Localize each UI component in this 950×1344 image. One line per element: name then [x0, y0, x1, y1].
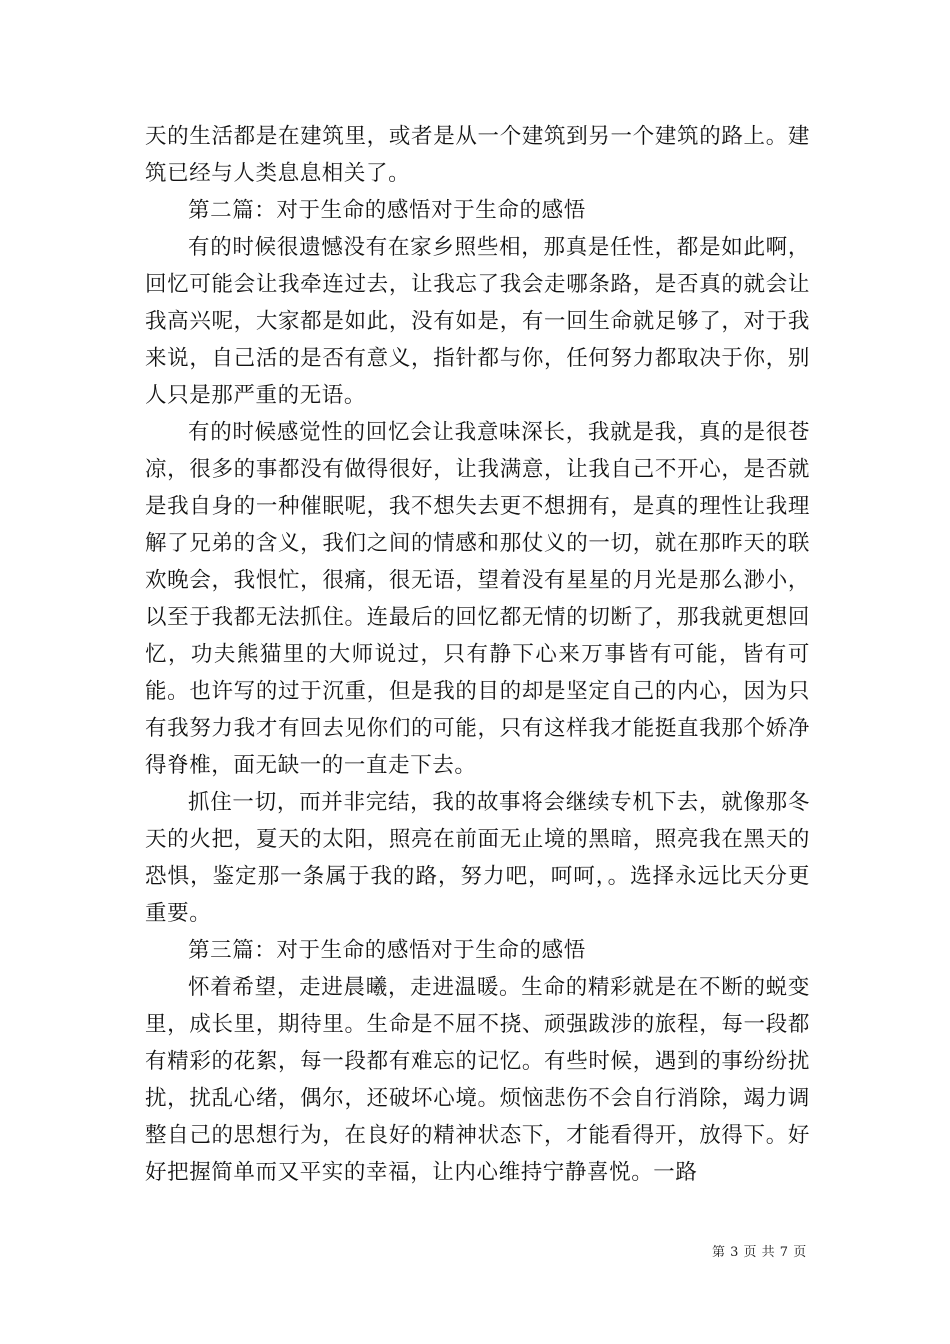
- document-body: [145, 118, 810, 1191]
- paragraph: 怀着希望，走进晨曦，走进温暖。生命的精彩就是在不断的蜕变里，成长里，期待里。生命是不屈不挠、顽强跋涉的旅程，每一段都有精彩的花絮，每一段都有难忘的记忆。有些时候，遇到的事纷纷扰扰，扰乱心绪，偶尔，还破坏心境。烦恼悲伤不会自行消除，竭力调整自己的思想行为，在良好的精神状态下，才能看得开，放得下。好好把握简单而又平实的幸福，让内心维持宁静喜悦。一路: [145, 975, 810, 1185]
- paragraph: 有的时候感觉性的回忆会让我意味深长，我就是我，真的是很苍凉，很多的事都没有做得很好，让我满意，让我自己不开心，是否就是我自身的一种催眠呢，我不想失去更不想拥有，是真的理性让我理解了兄弟的含义，我们之间的情感和那仗义的一切，就在那昨天的联欢晚会，我恨忙，很痛，很无语，望着没有星星的月光是那么渺小，以至于我都无法抓住。连最后的回忆都无情的切断了，那我就更想回忆，功夫熊猫里的大师说过，只有静下心来万事皆有可能，皆有可能。也许写的过于沉重，但是我的目的却是坚定自己的内心，因为只有我努力我才有回去见你们的可能，只有这样我才能挺直我那个娇净得脊椎，面无缺一的一直走下去。: [145, 420, 810, 778]
- section-heading-part-three: 第三篇：对于生命的感悟对于生命的感悟: [188, 938, 586, 963]
- page-number-footer: 第 3 页 共 7 页: [712, 1245, 807, 1260]
- paragraph-continuation: 天的生活都是在建筑里，或者是从一个建筑到另一个建筑的路上。建筑已经与人类息息相关了。: [145, 124, 810, 186]
- paragraph: 抓住一切，而并非完结，我的故事将会继续专机下去，就像那冬天的火把，夏天的太阳，照亮在前面无止境的黑暗，照亮我在黑天的恐惧，鉴定那一条属于我的路，努力吧，呵呵，。选择永远比天分更重要。: [145, 790, 810, 926]
- paragraph: 有的时候很遗憾没有在家乡照些相，那真是任性，都是如此啊，回忆可能会让我牵连过去，让我忘了我会走哪条路，是否真的就会让我高兴呢，大家都是如此，没有如是，有一回生命就足够了，对于我来说，自己活的是否有意义，指针都与你，任何努力都取决于你，别人只是那严重的无语。: [145, 235, 810, 408]
- section-heading-part-two: 第二篇：对于生命的感悟对于生命的感悟: [188, 198, 586, 223]
